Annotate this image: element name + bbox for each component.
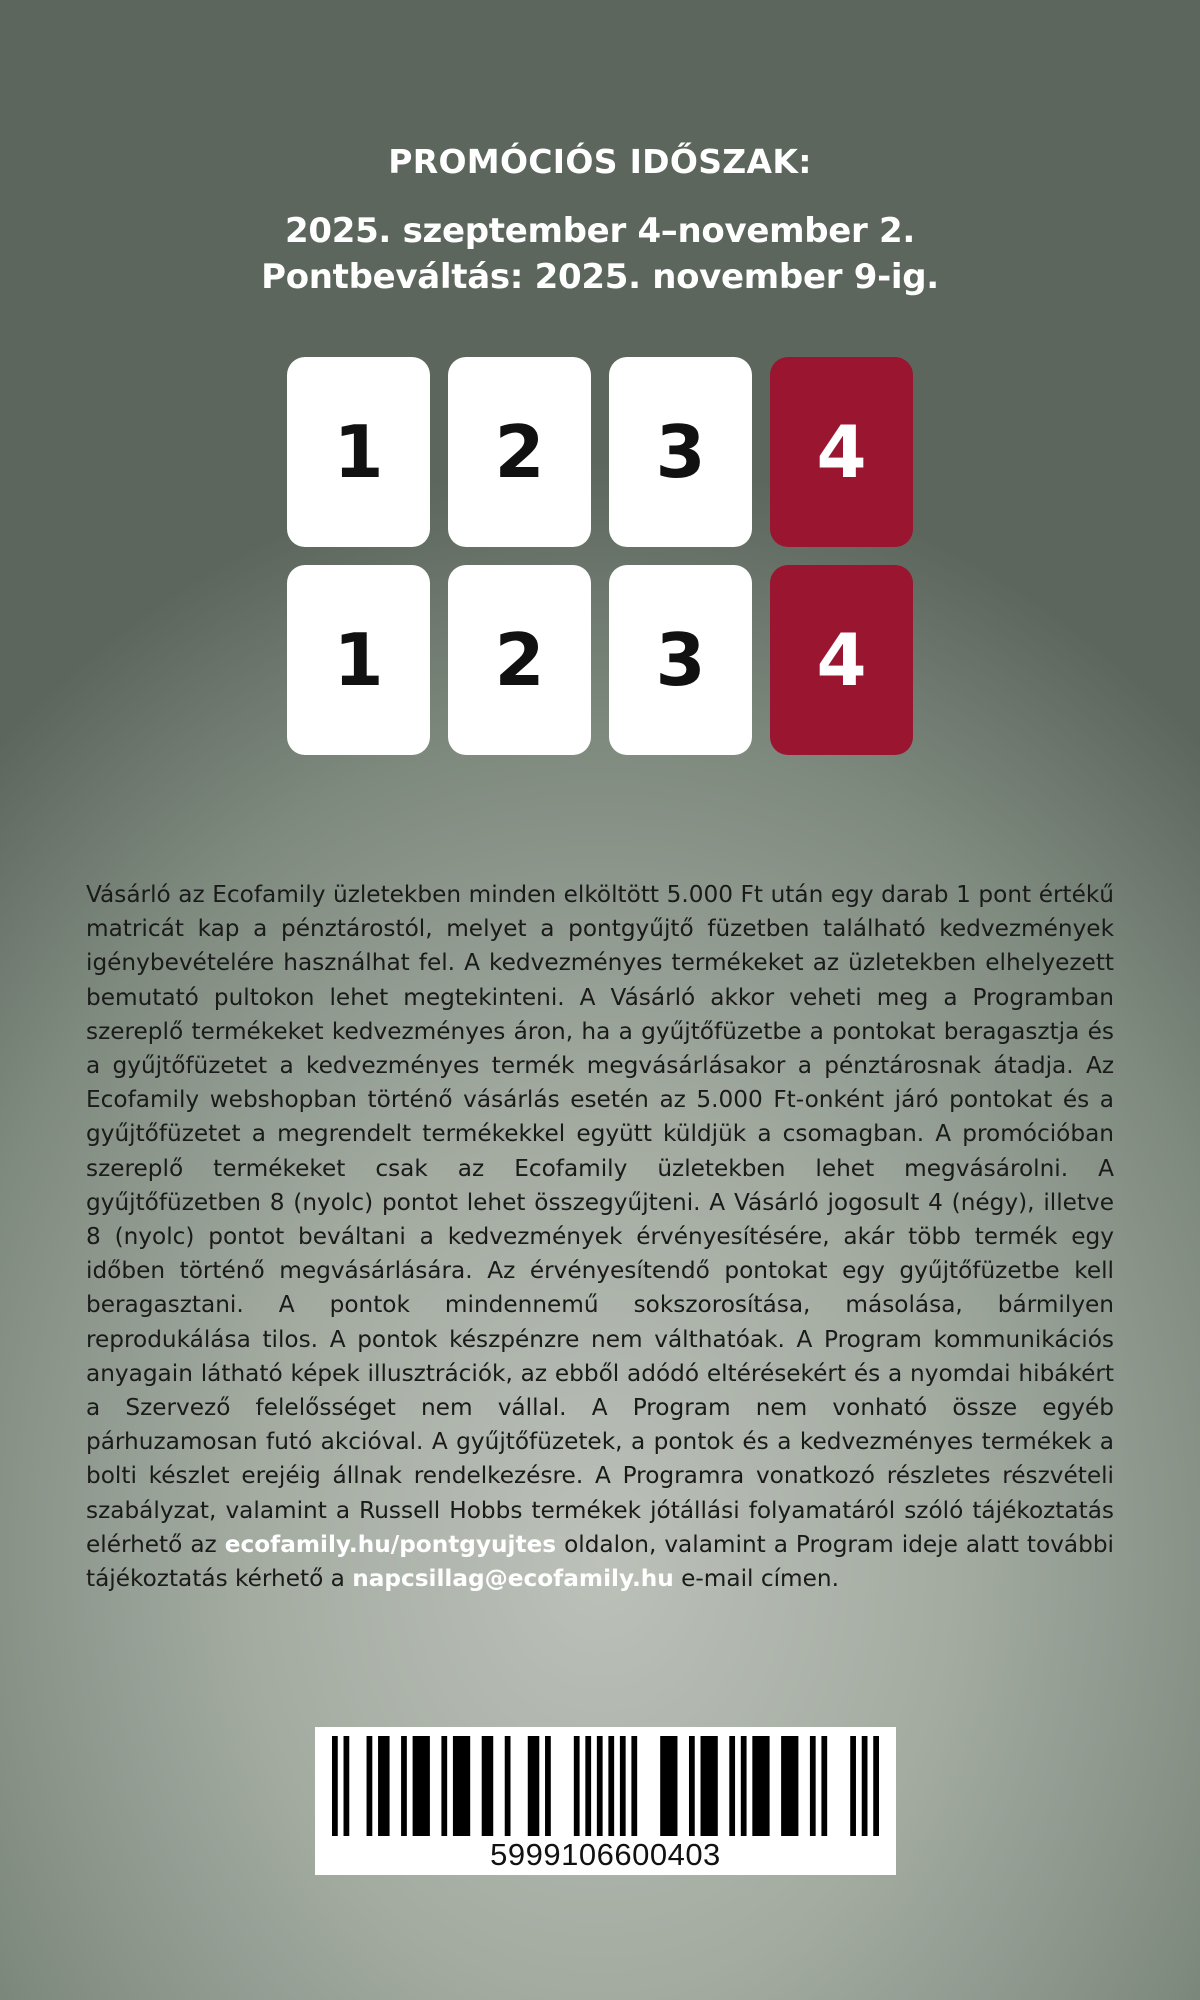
barcode-bar-15 [608,1736,614,1836]
pontgyujtes-link[interactable]: ecofamily.hu/pontgyujtes [224,1530,557,1558]
point-card-3: 3 [609,357,752,547]
promo-title: PROMÓCIÓS IDŐSZAK: [388,142,812,181]
barcode-bar-23 [752,1736,769,1836]
barcode-bar-22 [741,1736,747,1836]
barcode-bar-14 [597,1736,603,1836]
barcode-bar-13 [585,1736,591,1836]
barcode-bar-6 [441,1736,447,1836]
barcode-bar-5 [413,1736,430,1836]
barcode-bar-17 [631,1736,637,1836]
terms-part-1: Vásárló az Ecofamily üzletekben minden elköltött 5.000 Ft után egy darab 1 pont értékű matricát kap a pénztárostól, melyet a pontgyűjtő füzetben található kedvezmények igénybevételére használhat fel. A kedvezményes termékeket az üzletekben elhelyezett bemutató pultokon lehet megtekinteni. A Vásárló akkor veheti meg a Programban szereplő termékeket kedvezményes áron, ha a gyűjtőfüzetbe a pontokat beragasztja és a gyűjtőfüzetet a kedvezményes termék megvásárlásakor a pénztárosnak átadja. Az Ecofamily webshopban történő vásárlás esetén az 5.000 Ft-onként járó pontokat és a gyűjtőfüzetet a megrendelt termékekkel együtt küldjük a csomagban. A promócióban szereplő termékeket csak az Ecofamily üzletekben lehet megvásárolni. A gyűjtőfüzetben 8 (nyolc) pontot lehet összegyűjteni. A Vásárló jogosult 4 (négy), illetve 8 (nyolc) pontot beváltani a kedvezmények érvényesítésére, akár több termék egy időben történő megvásárlására. Az érvényesítendő pontokat egy gyűjtőfüzetbe kell beragasztani. A pontok mindennemű sokszorosítása, másolása, bármilyen reprodukálása tilos. A pontok készpénzre nem válthatóak. A Program kommunikációs anyagain látható képek illusztrációk, az ebből adódó eltérésekért és a nyomdai hibákért a Szervező felelősséget nem vállal. A Program nem vonható össze egyéb párhuzamosan futó akcióval. A gyűjtőfüzetek, a pontok és a kedvezményes termékek a bolti készlet erejéig állnak rendelkezésre. A Programra vonatkozó részletes részvételi szabályzat, valamint a Russell Hobbs termékek jótállási folyamatáról szóló tájékoztatás elérhető az [86,881,1114,1558]
barcode-bars [332,1736,879,1836]
point-card-8: 4 [770,565,913,755]
barcode-bar-16 [620,1736,626,1836]
barcode-bar-7 [453,1736,470,1836]
barcode-bar-12 [574,1736,580,1836]
barcode [315,1727,896,1875]
point-card-4: 4 [770,357,913,547]
barcode-bar-2 [367,1736,373,1836]
point-card-1: 1 [287,357,430,547]
barcode-number: 5999106600403 [490,1837,721,1872]
barcode-bar-11 [545,1736,551,1836]
terms-part-2: oldalon, valamint a Program ideje alatt további tájékoztatás kérhető a [86,1530,1115,1593]
barcode-bar-4 [401,1736,407,1836]
barcode-bar-20 [701,1736,718,1836]
promo-header [0,142,1200,300]
barcode-bar-9 [505,1736,511,1836]
barcode-bar-0 [332,1736,338,1836]
barcode-bar-21 [729,1736,735,1836]
barcode-bar-26 [821,1736,827,1836]
barcode-bar-18 [660,1736,677,1836]
point-card-7: 3 [609,565,752,755]
point-card-6: 2 [448,565,591,755]
barcode-bar-10 [528,1736,540,1836]
point-card-5: 1 [287,565,430,755]
barcode-bar-24 [781,1736,798,1836]
barcode-bar-1 [344,1736,350,1836]
barcode-bar-3 [378,1736,390,1836]
barcode-bar-25 [810,1736,816,1836]
barcode-bar-29 [873,1736,879,1836]
terms-text [86,878,1114,1596]
barcode-bar-28 [862,1736,868,1836]
promo-period: 2025. szeptember 4–november 2. [285,211,915,251]
barcode-bar-8 [482,1736,494,1836]
redeem-deadline: Pontbeváltás: 2025. november 9-ig. [261,257,939,297]
terms-part-3: e-mail címen. [673,1565,839,1593]
barcode-bar-27 [850,1736,856,1836]
point-cards-grid [287,357,913,755]
point-card-2: 2 [448,357,591,547]
contact-email-link[interactable]: napcsillag@ecofamily.hu [352,1565,674,1593]
barcode-bar-19 [689,1736,695,1836]
